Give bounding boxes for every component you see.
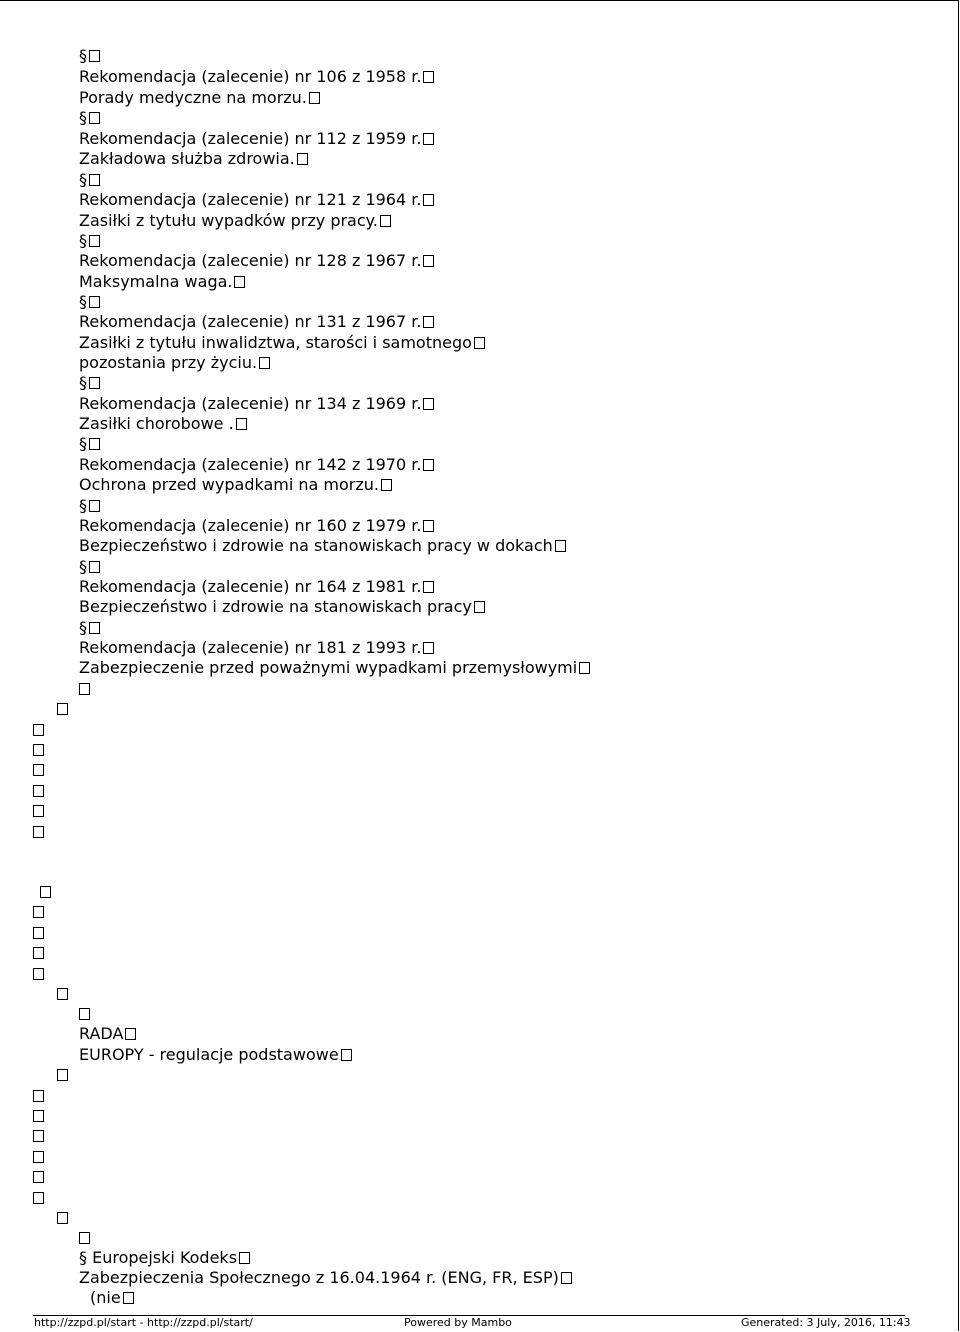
entry-subject: Zasiłki z tytułu wypadków przy pracy.	[79, 211, 391, 231]
rada-subheading: EUROPY - regulacje podstawowe	[79, 1045, 352, 1065]
placeholder-box	[33, 1147, 44, 1167]
rada-heading: RADA	[79, 1024, 136, 1044]
placeholder-box	[33, 760, 44, 780]
entry-title: Rekomendacja (zalecenie) nr 106 z 1958 r.	[79, 67, 434, 87]
entry-title: Rekomendacja (zalecenie) nr 121 z 1964 r.	[79, 190, 434, 210]
entry-subject: Zasiłki chorobowe .	[79, 414, 247, 434]
placeholder-box	[33, 720, 44, 740]
placeholder-box	[33, 943, 44, 963]
placeholder-box	[79, 1228, 90, 1248]
entry-subject: Bezpieczeństwo i zdrowie na stanowiskach pracy	[79, 597, 485, 617]
placeholder-box	[33, 781, 44, 801]
kodeks-subtitle: Zabezpieczenia Społecznego z 16.04.1964 r. (ENG, FR, ESP)	[79, 1268, 572, 1288]
section-marker: §	[79, 108, 100, 128]
placeholder-box	[33, 801, 44, 821]
footer-generated: Generated: 3 July, 2016, 11:43	[741, 1316, 911, 1329]
section-marker: §	[79, 557, 100, 577]
entry-title: Rekomendacja (zalecenie) nr 134 z 1969 r.	[79, 394, 434, 414]
section-marker: §	[79, 618, 100, 638]
entry-subject: Maksymalna waga.	[79, 272, 245, 292]
placeholder-box	[33, 923, 44, 943]
placeholder-box	[57, 1208, 68, 1228]
entry-subject: Ochrona przed wypadkami na morzu.	[79, 475, 392, 495]
footer-powered-by: Powered by Mambo	[404, 1316, 512, 1329]
entry-subject: Zakładowa służba zdrowia.	[79, 149, 308, 169]
entry-subject: Zabezpieczenie przed poważnymi wypadkami przemysłowymi	[79, 658, 590, 678]
entry-title: Rekomendacja (zalecenie) nr 164 z 1981 r.	[79, 577, 434, 597]
footer-links: http://zzpd.pl/start - http://zzpd.pl/start/	[34, 1316, 253, 1329]
placeholder-box	[40, 882, 51, 902]
entry-title: Rekomendacja (zalecenie) nr 131 z 1967 r.	[79, 312, 434, 332]
kodeks-title: § Europejski Kodeks	[79, 1248, 250, 1268]
section-marker: §	[79, 496, 100, 516]
section-marker: §	[79, 46, 100, 66]
entry-title: Rekomendacja (zalecenie) nr 128 z 1967 r.	[79, 251, 434, 271]
section-marker: §	[79, 170, 100, 190]
placeholder-box	[33, 902, 44, 922]
placeholder-box	[33, 1188, 44, 1208]
entry-subject: Porady medyczne na morzu.	[79, 88, 320, 108]
placeholder-box	[33, 1167, 44, 1187]
placeholder-box	[57, 984, 68, 1004]
section-marker: §	[79, 434, 100, 454]
placeholder-box	[33, 740, 44, 760]
section-marker: §	[79, 292, 100, 312]
entry-title: Rekomendacja (zalecenie) nr 181 z 1993 r.	[79, 638, 434, 658]
placeholder-box	[33, 1106, 44, 1126]
kodeks-note: (nie	[90, 1288, 134, 1308]
placeholder-box	[33, 1086, 44, 1106]
placeholder-box	[33, 822, 44, 842]
placeholder-box	[79, 1004, 90, 1024]
entry-subject: Zasiłki z tytułu inwalidztwa, starości i samotnego	[79, 333, 485, 353]
section-marker: §	[79, 373, 100, 393]
entry-title: Rekomendacja (zalecenie) nr 112 z 1959 r.	[79, 129, 434, 149]
placeholder-box	[57, 1065, 68, 1085]
entry-subject: Bezpieczeństwo i zdrowie na stanowiskach pracy w dokach	[79, 536, 566, 556]
placeholder-box	[57, 699, 68, 719]
entry-title: Rekomendacja (zalecenie) nr 142 z 1970 r.	[79, 455, 434, 475]
placeholder-box	[33, 1126, 44, 1146]
entry-title: Rekomendacja (zalecenie) nr 160 z 1979 r.	[79, 516, 434, 536]
placeholder-box	[79, 679, 90, 699]
placeholder-box	[33, 964, 44, 984]
entry-subject: pozostania przy życiu.	[79, 353, 270, 373]
section-marker: §	[79, 231, 100, 251]
